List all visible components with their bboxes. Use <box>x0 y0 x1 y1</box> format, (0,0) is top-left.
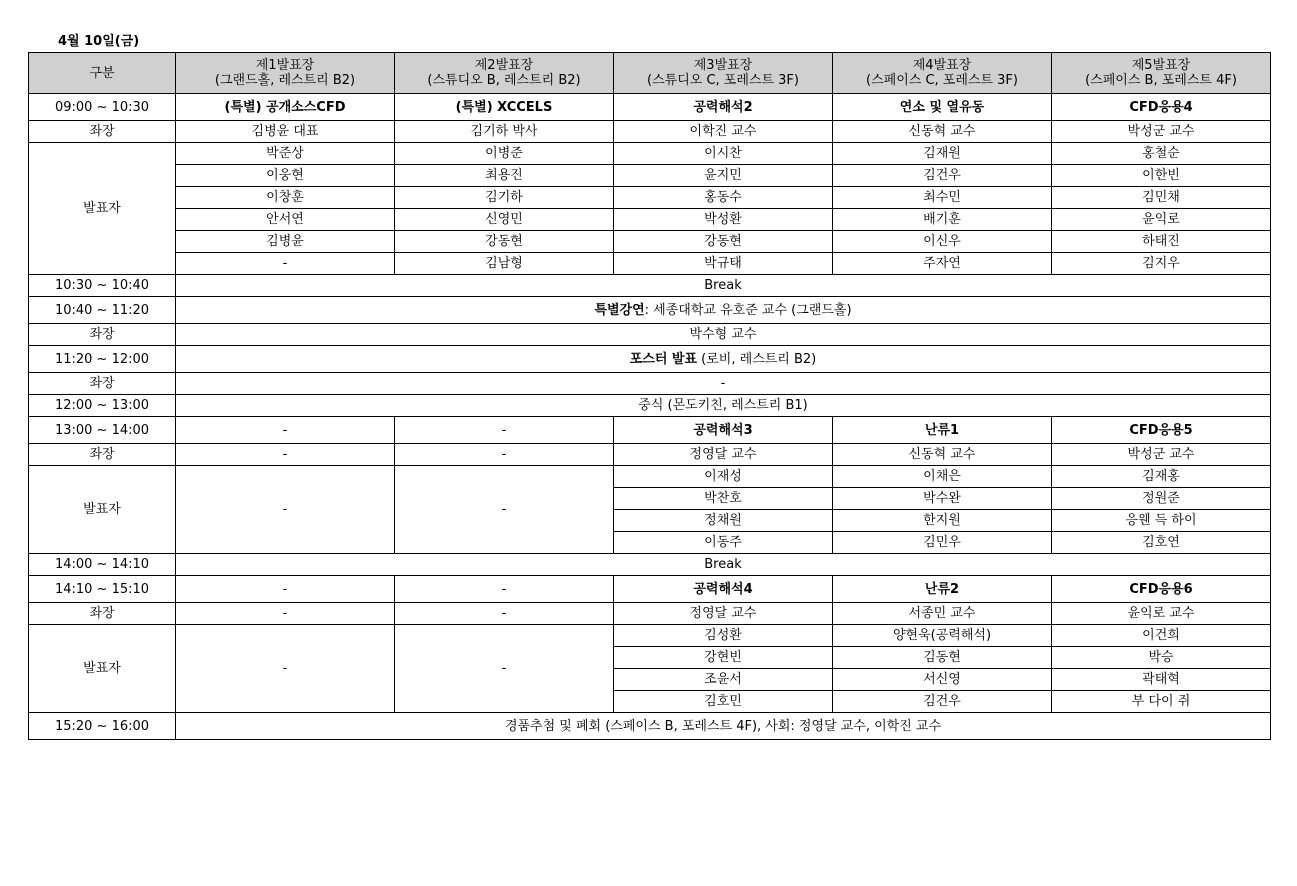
presenter-cell: 김지우 <box>1052 253 1271 275</box>
chair-cell: - <box>395 603 614 625</box>
presenter-label: 발표자 <box>29 466 176 554</box>
presenter-cell: 이시찬 <box>614 143 833 165</box>
presenter-cell: 최용진 <box>395 165 614 187</box>
presenter-cell: 박찬호 <box>614 488 833 510</box>
session-row <box>29 94 1271 121</box>
presenter-cell: 김재홍 <box>1052 466 1271 488</box>
presenter-cell: 김호연 <box>1052 532 1271 554</box>
chair-row <box>29 603 1271 625</box>
time-cell: 09:00 ~ 10:30 <box>29 94 176 121</box>
chair-cell: - <box>395 444 614 466</box>
time-cell: 12:00 ~ 13:00 <box>29 395 176 417</box>
presenter-cell: 한지원 <box>833 510 1052 532</box>
presenter-cell: 이신우 <box>833 231 1052 253</box>
chair-row <box>29 444 1271 466</box>
header-hall-3 <box>614 53 833 94</box>
session-title: 공력해석3 <box>614 417 833 444</box>
presenter-row <box>29 253 1271 275</box>
session-title: CFD응용6 <box>1052 576 1271 603</box>
presenter-cell: 이한빈 <box>1052 165 1271 187</box>
chair-cell: 박성군 교수 <box>1052 121 1271 143</box>
closing-row <box>29 713 1271 740</box>
chair-cell: - <box>176 444 395 466</box>
lunch-row <box>29 395 1271 417</box>
presenter-label: 발표자 <box>29 625 176 713</box>
header-hall-2 <box>395 53 614 94</box>
presenter-cell: 강동현 <box>614 231 833 253</box>
hall-name: 제5발표장 <box>1131 58 1191 73</box>
presenter-cell: 김호민 <box>614 691 833 713</box>
time-cell: 15:20 ~ 16:00 <box>29 713 176 740</box>
chair-label: 좌장 <box>29 444 176 466</box>
break-row <box>29 554 1271 576</box>
presenter-cell: 박성환 <box>614 209 833 231</box>
chair-cell: 정영달 교수 <box>614 444 833 466</box>
presenter-cell: 안서연 <box>176 209 395 231</box>
lunch-cell: 중식 (몬도키친, 레스트리 B1) <box>176 395 1271 417</box>
presenter-cell: 주자연 <box>833 253 1052 275</box>
hall-name: 제4발표장 <box>912 58 972 73</box>
presenter-cell: 홍동수 <box>614 187 833 209</box>
poster-row <box>29 346 1271 373</box>
presenter-cell: 홍철순 <box>1052 143 1271 165</box>
presenter-cell: - <box>176 466 395 554</box>
presenter-row <box>29 209 1271 231</box>
break-cell: Break <box>176 275 1271 297</box>
chair-cell: 김병윤 대표 <box>176 121 395 143</box>
header-category: 구분 <box>29 53 176 94</box>
presenter-cell: 정원준 <box>1052 488 1271 510</box>
chair-cell: 신동혁 교수 <box>833 444 1052 466</box>
session-title: 난류2 <box>833 576 1052 603</box>
presenter-cell: 김민우 <box>833 532 1052 554</box>
presenter-row <box>29 466 1271 488</box>
hall-location: (스페이스 B, 포레스트 4F) <box>1085 73 1237 88</box>
session-title: 공력해석2 <box>614 94 833 121</box>
hall-location: (그랜드홀, 레스트리 B2) <box>214 73 356 88</box>
poster-detail: (로비, 레스트리 B2) <box>697 351 817 367</box>
lecture-row <box>29 297 1271 324</box>
schedule-table <box>28 52 1271 740</box>
session-title: CFD응용5 <box>1052 417 1271 444</box>
presenter-cell: 김건우 <box>833 165 1052 187</box>
presenter-cell: 배기훈 <box>833 209 1052 231</box>
header-hall-5 <box>1052 53 1271 94</box>
presenter-cell: 박승 <box>1052 647 1271 669</box>
session-row <box>29 417 1271 444</box>
presenter-cell: 부 다이 쥐 <box>1052 691 1271 713</box>
presenter-cell: 윤지민 <box>614 165 833 187</box>
hall-location: (스페이스 C, 포레스트 3F) <box>866 73 1018 88</box>
chair-label: 좌장 <box>29 324 176 346</box>
presenter-cell: 하태진 <box>1052 231 1271 253</box>
presenter-cell: 김남형 <box>395 253 614 275</box>
session-title: CFD응용4 <box>1052 94 1271 121</box>
session-title: - <box>395 417 614 444</box>
session-title: (특별) XCCELS <box>395 94 614 121</box>
break-cell: Break <box>176 554 1271 576</box>
presenter-cell: 김병윤 <box>176 231 395 253</box>
lecture-detail: : 세종대학교 유호준 교수 (그랜드홀) <box>644 302 852 318</box>
presenter-cell: 이재성 <box>614 466 833 488</box>
chair-cell: 김기하 박사 <box>395 121 614 143</box>
presenter-cell: - <box>176 625 395 713</box>
presenter-cell: 이병준 <box>395 143 614 165</box>
chair-cell: 신동혁 교수 <box>833 121 1052 143</box>
chair-cell: 서종민 교수 <box>833 603 1052 625</box>
presenter-cell: 김기하 <box>395 187 614 209</box>
hall-location: (스튜디오 B, 레스트리 B2) <box>427 73 581 88</box>
header-hall-4 <box>833 53 1052 94</box>
presenter-cell: 강현빈 <box>614 647 833 669</box>
header-hall-1 <box>176 53 395 94</box>
chair-cell: 박성군 교수 <box>1052 444 1271 466</box>
session-title: (특별) 공개소스CFD <box>176 94 395 121</box>
presenter-cell: 김동현 <box>833 647 1052 669</box>
session-title: 연소 및 열유동 <box>833 94 1052 121</box>
session-title: 공력해석4 <box>614 576 833 603</box>
hall-name: 제3발표장 <box>693 58 753 73</box>
presenter-cell: - <box>395 466 614 554</box>
presenter-cell: 이창훈 <box>176 187 395 209</box>
presenter-label: 발표자 <box>29 143 176 275</box>
time-cell: 10:30 ~ 10:40 <box>29 275 176 297</box>
lecture-cell <box>176 297 1271 324</box>
session-row <box>29 576 1271 603</box>
presenter-cell: 서신영 <box>833 669 1052 691</box>
chair-label: 좌장 <box>29 121 176 143</box>
presenter-row <box>29 187 1271 209</box>
presenter-cell: 곽태혁 <box>1052 669 1271 691</box>
presenter-cell: 김재원 <box>833 143 1052 165</box>
presenter-cell: 정채원 <box>614 510 833 532</box>
chair-cell: - <box>176 603 395 625</box>
date-title: 4월 10일(금) <box>58 34 140 49</box>
presenter-cell: 김성환 <box>614 625 833 647</box>
presenter-cell: 강동현 <box>395 231 614 253</box>
presenter-cell: 박수완 <box>833 488 1052 510</box>
hall-location: (스튜디오 C, 포레스트 3F) <box>647 73 799 88</box>
presenter-row <box>29 625 1271 647</box>
presenter-cell: - <box>395 625 614 713</box>
session-title: 난류1 <box>833 417 1052 444</box>
session-title: - <box>395 576 614 603</box>
chair-label: 좌장 <box>29 373 176 395</box>
lecture-title: 특별강연 <box>594 302 645 318</box>
chair-row <box>29 324 1271 346</box>
chair-row <box>29 121 1271 143</box>
time-cell: 11:20 ~ 12:00 <box>29 346 176 373</box>
presenter-cell: 윤익로 <box>1052 209 1271 231</box>
break-row <box>29 275 1271 297</box>
poster-title: 포스터 발표 <box>629 351 698 367</box>
hall-name: 제2발표장 <box>474 58 534 73</box>
chair-cell: 윤익로 교수 <box>1052 603 1271 625</box>
presenter-cell: 최수민 <box>833 187 1052 209</box>
presenter-row <box>29 143 1271 165</box>
presenter-row <box>29 165 1271 187</box>
presenter-cell: 조윤서 <box>614 669 833 691</box>
presenter-cell: 응웬 득 하이 <box>1052 510 1271 532</box>
presenter-cell: 김건우 <box>833 691 1052 713</box>
presenter-cell: 박준상 <box>176 143 395 165</box>
hall-name: 제1발표장 <box>255 58 315 73</box>
presenter-cell: 박규태 <box>614 253 833 275</box>
time-cell: 14:00 ~ 14:10 <box>29 554 176 576</box>
time-cell: 10:40 ~ 11:20 <box>29 297 176 324</box>
presenter-row <box>29 231 1271 253</box>
presenter-cell: 이웅현 <box>176 165 395 187</box>
presenter-cell: 양현욱(공력해석) <box>833 625 1052 647</box>
chair-label: 좌장 <box>29 603 176 625</box>
chair-cell: 이학진 교수 <box>614 121 833 143</box>
time-cell: 14:10 ~ 15:10 <box>29 576 176 603</box>
presenter-cell: 신영민 <box>395 209 614 231</box>
session-title: - <box>176 417 395 444</box>
chair-cell: - <box>176 373 1271 395</box>
chair-row <box>29 373 1271 395</box>
header-row <box>29 53 1271 94</box>
presenter-cell: 이건희 <box>1052 625 1271 647</box>
chair-cell: 박수형 교수 <box>176 324 1271 346</box>
time-cell: 13:00 ~ 14:00 <box>29 417 176 444</box>
session-title: - <box>176 576 395 603</box>
presenter-cell: 이동주 <box>614 532 833 554</box>
presenter-cell: 김민채 <box>1052 187 1271 209</box>
closing-cell: 경품추첨 및 폐회 (스페이스 B, 포레스트 4F), 사회: 정영달 교수, 이학진 교수 <box>176 713 1271 740</box>
poster-cell <box>176 346 1271 373</box>
presenter-cell: - <box>176 253 395 275</box>
chair-cell: 정영달 교수 <box>614 603 833 625</box>
presenter-cell: 이채은 <box>833 466 1052 488</box>
